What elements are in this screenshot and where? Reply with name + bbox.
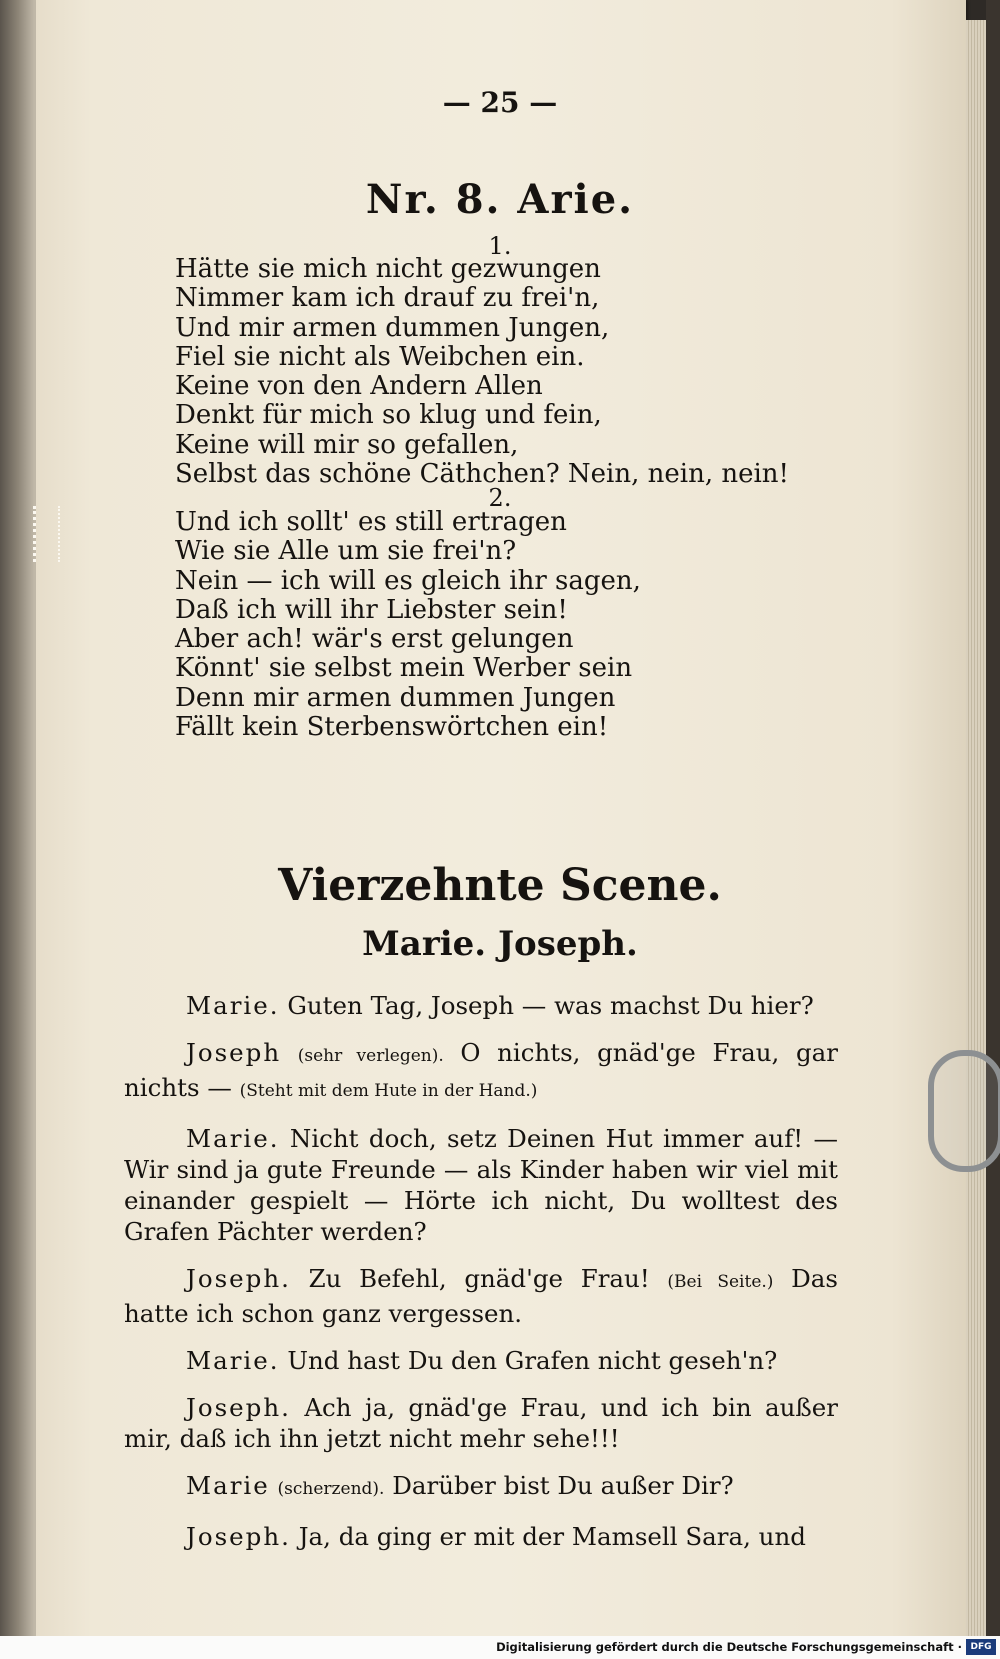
stage-direction: (sehr verlegen).	[297, 1046, 444, 1066]
verse-line: Selbst das schöne Cäthchen? Nein, nein, nein!	[175, 459, 789, 490]
dialogue	[124, 990, 838, 1568]
verse-line: Könnt' sie selbst mein Werber sein	[175, 653, 633, 684]
verse-line: Nein — ich will es gleich ihr sagen,	[175, 565, 641, 596]
verse-line: Und mir armen dummen Jungen,	[175, 312, 610, 343]
verse-line: Wie sie Alle um sie frei'n?	[175, 536, 517, 567]
dialogue-line	[124, 1392, 838, 1454]
speaker-name: Marie.	[186, 1346, 280, 1375]
speaker-name: Joseph.	[186, 1393, 291, 1422]
spoken-text: Nicht doch, setz Deinen Hut immer auf! — Wir sind ja gute Freunde — als Kinder haben wir viel mit einander gespielt — Hörte ich nicht, Du wolltest des Grafen Pächter werden?	[124, 1124, 838, 1246]
dialogue-line	[124, 1123, 838, 1247]
aria-title: Nr. 8. Arie.	[365, 176, 635, 223]
verse-line: Keine will mir so gefallen,	[175, 429, 519, 460]
verse-line: Und ich sollt' es still ertragen	[175, 507, 567, 537]
speaker-name: Joseph	[186, 1038, 282, 1067]
dialogue-line	[124, 990, 838, 1021]
dialogue-line	[124, 1345, 838, 1376]
speaker-name: Joseph.	[186, 1264, 291, 1293]
verse-line: Denkt für mich so klug und fein,	[175, 400, 602, 431]
scene-title: Vierzehnte Scene.	[278, 860, 722, 911]
verse-line: Fällt kein Sterbenswörtchen ein!	[175, 712, 609, 743]
stage-direction: (scherzend).	[277, 1479, 385, 1499]
footer-credit: Digitalisierung gefördert durch die Deutsche Forschungsgemeinschaft ·	[496, 1640, 962, 1654]
spoken-text: Ach ja, gnäd'ge Frau, und ich bin außer mir, daß ich ihn jetzt nicht mehr sehe!!!	[124, 1393, 839, 1453]
verse-2	[175, 508, 855, 742]
verse-line: Hätte sie mich nicht gezwungen	[175, 254, 601, 284]
speaker-name: Marie.	[186, 991, 280, 1020]
scene-characters: Marie. Joseph.	[362, 924, 638, 964]
spoken-text: Ja, da ging er mit der Mamsell Sara, und	[298, 1522, 806, 1551]
verse-line: Keine von den Andern Allen	[175, 371, 543, 402]
spoken-text: O nichts, gnäd'ge Frau, gar nichts —	[124, 1038, 838, 1102]
verse-1	[175, 255, 855, 489]
spoken-text: Und hast Du den Grafen nicht geseh'n?	[287, 1346, 778, 1375]
spoken-text: Guten Tag, Joseph — was machst Du hier?	[287, 991, 814, 1020]
verse-line: Daß ich will ihr Liebster sein!	[175, 594, 568, 625]
verse-line: Fiel sie nicht als Weibchen ein.	[175, 341, 585, 372]
verse-number-1: 1.	[488, 232, 512, 260]
spoken-text: Zu Befehl, gnäd'ge Frau!	[308, 1264, 650, 1293]
verse-number-2: 2.	[488, 484, 512, 512]
stage-direction: (Steht mit dem Hute in der Hand.)	[239, 1081, 538, 1101]
speaker-name: Joseph.	[186, 1522, 291, 1551]
dialogue-line	[124, 1037, 838, 1107]
dfg-logo: DFG	[966, 1639, 996, 1655]
spoken-text: Das hatte ich schon ganz vergessen.	[124, 1264, 838, 1328]
spoken-text: Darüber bist Du außer Dir?	[392, 1471, 734, 1500]
dialogue-line	[124, 1521, 838, 1552]
dialogue-line	[124, 1263, 838, 1329]
footer-bar	[0, 1636, 1000, 1659]
stage-direction: (Bei Seite.)	[667, 1272, 774, 1292]
speaker-name: Marie.	[186, 1124, 280, 1153]
speaker-name: Marie	[186, 1471, 270, 1500]
page-number: — 25 —	[442, 86, 558, 119]
verse-line: Aber ach! wär's erst gelungen	[175, 624, 574, 655]
verse-line: Denn mir armen dummen Jungen	[175, 682, 616, 713]
verse-line: Nimmer kam ich drauf zu frei'n,	[175, 283, 600, 314]
dialogue-line	[124, 1470, 838, 1505]
